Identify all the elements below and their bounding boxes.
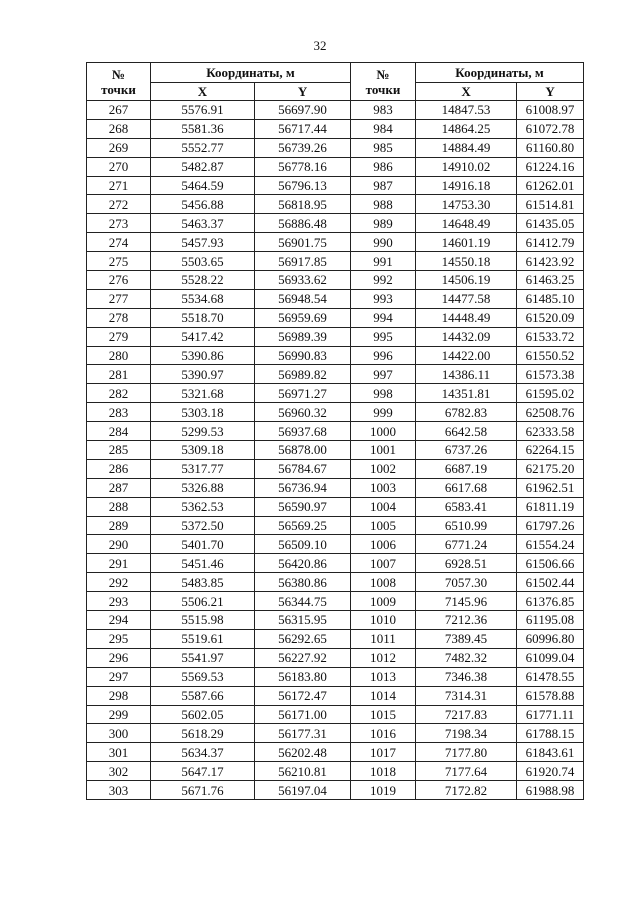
y-coordinate-cell: 56697.90 — [255, 101, 351, 120]
x-coordinate-cell: 14506.19 — [416, 271, 517, 290]
table-row — [87, 271, 584, 290]
point-number-cell: 1001 — [351, 441, 416, 460]
x-coordinate-cell: 5303.18 — [151, 403, 255, 422]
point-number-cell: 983 — [351, 101, 416, 120]
table-row — [87, 403, 584, 422]
x-coordinate-cell: 5482.87 — [151, 157, 255, 176]
y-coordinate-cell: 56796.13 — [255, 176, 351, 195]
point-number-cell: 1004 — [351, 497, 416, 516]
y-coordinate-cell: 56917.85 — [255, 252, 351, 271]
y-header-left: Y — [255, 83, 351, 101]
table-row — [87, 195, 584, 214]
point-number-cell: 275 — [87, 252, 151, 271]
coordinates-header-right: Координаты, м — [416, 63, 584, 83]
point-number-cell: 1016 — [351, 724, 416, 743]
point-number-cell: 294 — [87, 611, 151, 630]
y-coordinate-cell: 61008.97 — [517, 101, 584, 120]
y-coordinate-cell: 62175.20 — [517, 459, 584, 478]
y-coordinate-cell: 56315.95 — [255, 611, 351, 630]
y-coordinate-cell: 61160.80 — [517, 138, 584, 157]
x-coordinate-cell: 5541.97 — [151, 648, 255, 667]
point-number-label: точки — [101, 81, 136, 97]
point-number-cell: 277 — [87, 289, 151, 308]
point-number-cell: 992 — [351, 271, 416, 290]
x-coordinate-cell: 5464.59 — [151, 176, 255, 195]
point-number-cell: 988 — [351, 195, 416, 214]
point-number-cell: 1018 — [351, 762, 416, 781]
point-number-cell: 990 — [351, 233, 416, 252]
y-coordinate-cell: 61520.09 — [517, 308, 584, 327]
point-number-cell: 269 — [87, 138, 151, 157]
x-coordinate-cell: 14753.30 — [416, 195, 517, 214]
table-row — [87, 365, 584, 384]
point-number-cell: 287 — [87, 478, 151, 497]
point-number-cell: 273 — [87, 214, 151, 233]
point-number-cell: 1010 — [351, 611, 416, 630]
point-number-cell: 1017 — [351, 743, 416, 762]
point-number-cell: 1011 — [351, 629, 416, 648]
point-number-cell: 291 — [87, 554, 151, 573]
x-coordinate-cell: 5401.70 — [151, 535, 255, 554]
x-coordinate-cell: 6771.24 — [416, 535, 517, 554]
x-coordinate-cell: 5321.68 — [151, 384, 255, 403]
point-number-cell: 280 — [87, 346, 151, 365]
point-number-cell: 1000 — [351, 422, 416, 441]
point-number-symbol: № — [376, 66, 390, 82]
y-coordinate-cell: 61988.98 — [517, 781, 584, 800]
x-coordinate-cell: 6510.99 — [416, 516, 517, 535]
x-coordinate-cell: 14916.18 — [416, 176, 517, 195]
table-row — [87, 478, 584, 497]
x-coordinate-cell: 6782.83 — [416, 403, 517, 422]
x-coordinate-cell: 14884.49 — [416, 138, 517, 157]
y-coordinate-cell: 61478.55 — [517, 667, 584, 686]
point-number-cell: 292 — [87, 573, 151, 592]
x-coordinate-cell: 6928.51 — [416, 554, 517, 573]
x-coordinate-cell: 5552.77 — [151, 138, 255, 157]
y-coordinate-cell: 61099.04 — [517, 648, 584, 667]
point-number-header-right — [351, 63, 416, 101]
y-coordinate-cell: 56177.31 — [255, 724, 351, 743]
x-coordinate-cell: 7217.83 — [416, 705, 517, 724]
y-coordinate-cell: 61506.66 — [517, 554, 584, 573]
table-row — [87, 573, 584, 592]
point-number-cell: 268 — [87, 119, 151, 138]
x-coordinate-cell: 5456.88 — [151, 195, 255, 214]
point-number-cell: 1007 — [351, 554, 416, 573]
y-coordinate-cell: 61771.11 — [517, 705, 584, 724]
point-number-cell: 997 — [351, 365, 416, 384]
y-coordinate-cell: 56202.48 — [255, 743, 351, 762]
coordinates-table — [86, 62, 584, 800]
point-number-cell: 279 — [87, 327, 151, 346]
point-number-cell: 994 — [351, 308, 416, 327]
x-coordinate-cell: 6687.19 — [416, 459, 517, 478]
x-coordinate-cell: 5326.88 — [151, 478, 255, 497]
table-row — [87, 762, 584, 781]
x-coordinate-cell: 6583.41 — [416, 497, 517, 516]
y-coordinate-cell: 56960.32 — [255, 403, 351, 422]
x-coordinate-cell: 14477.58 — [416, 289, 517, 308]
x-coordinate-cell: 5534.68 — [151, 289, 255, 308]
table-row — [87, 233, 584, 252]
x-coordinate-cell: 5451.46 — [151, 554, 255, 573]
point-number-cell: 285 — [87, 441, 151, 460]
point-number-cell: 987 — [351, 176, 416, 195]
point-number-cell: 297 — [87, 667, 151, 686]
table-row — [87, 214, 584, 233]
point-number-cell: 302 — [87, 762, 151, 781]
point-number-cell: 303 — [87, 781, 151, 800]
table-row — [87, 346, 584, 365]
point-number-cell: 274 — [87, 233, 151, 252]
table-row — [87, 176, 584, 195]
table-row — [87, 592, 584, 611]
x-coordinate-cell: 7177.64 — [416, 762, 517, 781]
table-row — [87, 252, 584, 271]
point-number-cell: 993 — [351, 289, 416, 308]
table-row — [87, 441, 584, 460]
y-coordinate-cell: 56171.00 — [255, 705, 351, 724]
x-coordinate-cell: 14432.09 — [416, 327, 517, 346]
x-coordinate-cell: 5417.42 — [151, 327, 255, 346]
x-coordinate-cell: 5602.05 — [151, 705, 255, 724]
point-number-symbol: № — [111, 66, 126, 82]
point-number-cell: 270 — [87, 157, 151, 176]
table-header — [87, 63, 584, 101]
point-number-cell: 1013 — [351, 667, 416, 686]
y-coordinate-cell: 56344.75 — [255, 592, 351, 611]
table-body — [87, 101, 584, 800]
point-number-cell: 995 — [351, 327, 416, 346]
y-coordinate-cell: 56380.86 — [255, 573, 351, 592]
y-coordinate-cell: 61262.01 — [517, 176, 584, 195]
table-row — [87, 384, 584, 403]
y-coordinate-cell: 61502.44 — [517, 573, 584, 592]
point-number-cell: 300 — [87, 724, 151, 743]
point-number-cell: 984 — [351, 119, 416, 138]
x-coordinate-cell: 5587.66 — [151, 686, 255, 705]
point-number-cell: 276 — [87, 271, 151, 290]
x-coordinate-cell: 14648.49 — [416, 214, 517, 233]
table-row — [87, 516, 584, 535]
y-coordinate-cell: 56818.95 — [255, 195, 351, 214]
x-coordinate-cell: 5618.29 — [151, 724, 255, 743]
y-coordinate-cell: 56989.82 — [255, 365, 351, 384]
point-number-cell: 1009 — [351, 592, 416, 611]
x-coordinate-cell: 7482.32 — [416, 648, 517, 667]
x-coordinate-cell: 5519.61 — [151, 629, 255, 648]
point-number-cell: 282 — [87, 384, 151, 403]
x-coordinate-cell: 5503.65 — [151, 252, 255, 271]
y-coordinate-cell: 56569.25 — [255, 516, 351, 535]
x-coordinate-cell: 5576.91 — [151, 101, 255, 120]
table-row — [87, 497, 584, 516]
point-number-cell: 985 — [351, 138, 416, 157]
point-number-cell: 281 — [87, 365, 151, 384]
x-coordinate-cell: 5483.85 — [151, 573, 255, 592]
y-coordinate-cell: 56717.44 — [255, 119, 351, 138]
point-number-cell: 989 — [351, 214, 416, 233]
y-coordinate-cell: 56784.67 — [255, 459, 351, 478]
y-coordinate-cell: 56937.68 — [255, 422, 351, 441]
point-number-cell: 991 — [351, 252, 416, 271]
y-coordinate-cell: 61514.81 — [517, 195, 584, 214]
table-row — [87, 138, 584, 157]
table-row — [87, 554, 584, 573]
y-coordinate-cell: 56736.94 — [255, 478, 351, 497]
y-coordinate-cell: 61797.26 — [517, 516, 584, 535]
y-coordinate-cell: 56901.75 — [255, 233, 351, 252]
y-coordinate-cell: 56971.27 — [255, 384, 351, 403]
x-coordinate-cell: 5362.53 — [151, 497, 255, 516]
x-coordinate-cell: 14601.19 — [416, 233, 517, 252]
table-row — [87, 686, 584, 705]
x-coordinate-cell: 7198.34 — [416, 724, 517, 743]
y-coordinate-cell: 61811.19 — [517, 497, 584, 516]
x-coordinate-cell: 14910.02 — [416, 157, 517, 176]
y-coordinate-cell: 61412.79 — [517, 233, 584, 252]
y-coordinate-cell: 61843.61 — [517, 743, 584, 762]
y-coordinate-cell: 61573.38 — [517, 365, 584, 384]
point-number-cell: 272 — [87, 195, 151, 214]
y-coordinate-cell: 62333.58 — [517, 422, 584, 441]
y-coordinate-cell: 56590.97 — [255, 497, 351, 516]
x-coordinate-cell: 5457.93 — [151, 233, 255, 252]
y-coordinate-cell: 56420.86 — [255, 554, 351, 573]
x-coordinate-cell: 5515.98 — [151, 611, 255, 630]
x-header-right: X — [416, 83, 517, 101]
x-coordinate-cell: 5309.18 — [151, 441, 255, 460]
y-coordinate-cell: 56509.10 — [255, 535, 351, 554]
y-coordinate-cell: 61485.10 — [517, 289, 584, 308]
table-row — [87, 629, 584, 648]
point-number-cell: 1006 — [351, 535, 416, 554]
x-coordinate-cell: 5390.97 — [151, 365, 255, 384]
y-coordinate-cell: 61072.78 — [517, 119, 584, 138]
y-coordinate-cell: 56878.00 — [255, 441, 351, 460]
y-coordinate-cell: 61463.25 — [517, 271, 584, 290]
point-number-label: точки — [365, 81, 401, 97]
table-row — [87, 781, 584, 800]
x-header-left: X — [151, 83, 255, 101]
table-row — [87, 724, 584, 743]
table-row — [87, 289, 584, 308]
x-coordinate-cell: 14448.49 — [416, 308, 517, 327]
x-coordinate-cell: 5518.70 — [151, 308, 255, 327]
point-number-cell: 271 — [87, 176, 151, 195]
table-row — [87, 422, 584, 441]
y-coordinate-cell: 56948.54 — [255, 289, 351, 308]
y-coordinate-cell: 60996.80 — [517, 629, 584, 648]
table-row — [87, 101, 584, 120]
y-coordinate-cell: 56183.80 — [255, 667, 351, 686]
x-coordinate-cell: 5671.76 — [151, 781, 255, 800]
x-coordinate-cell: 5528.22 — [151, 271, 255, 290]
x-coordinate-cell: 7346.38 — [416, 667, 517, 686]
table-row — [87, 705, 584, 724]
point-number-cell: 289 — [87, 516, 151, 535]
y-coordinate-cell: 56292.65 — [255, 629, 351, 648]
y-coordinate-cell: 62264.15 — [517, 441, 584, 460]
x-coordinate-cell: 5581.36 — [151, 119, 255, 138]
table-row — [87, 327, 584, 346]
point-number-cell: 301 — [87, 743, 151, 762]
point-number-cell: 1019 — [351, 781, 416, 800]
y-coordinate-cell: 61962.51 — [517, 478, 584, 497]
y-coordinate-cell: 56197.04 — [255, 781, 351, 800]
table-row — [87, 119, 584, 138]
y-coordinate-cell: 62508.76 — [517, 403, 584, 422]
point-number-cell: 1008 — [351, 573, 416, 592]
point-number-cell: 267 — [87, 101, 151, 120]
point-number-cell: 1015 — [351, 705, 416, 724]
point-number-cell: 999 — [351, 403, 416, 422]
table-row — [87, 743, 584, 762]
x-coordinate-cell: 14386.11 — [416, 365, 517, 384]
page-number: 32 — [313, 38, 327, 53]
y-coordinate-cell: 61920.74 — [517, 762, 584, 781]
point-number-cell: 299 — [87, 705, 151, 724]
point-number-cell: 278 — [87, 308, 151, 327]
point-number-cell: 288 — [87, 497, 151, 516]
point-number-cell: 998 — [351, 384, 416, 403]
x-coordinate-cell: 6617.68 — [416, 478, 517, 497]
point-number-cell: 293 — [87, 592, 151, 611]
y-coordinate-cell: 56739.26 — [255, 138, 351, 157]
point-number-cell: 298 — [87, 686, 151, 705]
y-coordinate-cell: 61423.92 — [517, 252, 584, 271]
x-coordinate-cell: 5390.86 — [151, 346, 255, 365]
x-coordinate-cell: 5634.37 — [151, 743, 255, 762]
x-coordinate-cell: 5463.37 — [151, 214, 255, 233]
x-coordinate-cell: 5506.21 — [151, 592, 255, 611]
x-coordinate-cell: 7177.80 — [416, 743, 517, 762]
y-coordinate-cell: 56210.81 — [255, 762, 351, 781]
x-coordinate-cell: 14847.53 — [416, 101, 517, 120]
y-coordinate-cell: 61595.02 — [517, 384, 584, 403]
y-coordinate-cell: 56886.48 — [255, 214, 351, 233]
point-number-cell: 296 — [87, 648, 151, 667]
point-number-cell: 283 — [87, 403, 151, 422]
y-coordinate-cell: 56990.83 — [255, 346, 351, 365]
y-coordinate-cell: 61578.88 — [517, 686, 584, 705]
table-row — [87, 535, 584, 554]
y-coordinate-cell: 61533.72 — [517, 327, 584, 346]
x-coordinate-cell: 6737.26 — [416, 441, 517, 460]
y-coordinate-cell: 56989.39 — [255, 327, 351, 346]
y-coordinate-cell: 61376.85 — [517, 592, 584, 611]
x-coordinate-cell: 5299.53 — [151, 422, 255, 441]
x-coordinate-cell: 5647.17 — [151, 762, 255, 781]
point-number-cell: 284 — [87, 422, 151, 441]
point-number-cell: 1005 — [351, 516, 416, 535]
y-coordinate-cell: 56172.47 — [255, 686, 351, 705]
y-coordinate-cell: 61550.52 — [517, 346, 584, 365]
x-coordinate-cell: 7314.31 — [416, 686, 517, 705]
y-coordinate-cell: 61554.24 — [517, 535, 584, 554]
y-coordinate-cell: 56933.62 — [255, 271, 351, 290]
x-coordinate-cell: 5317.77 — [151, 459, 255, 478]
y-coordinate-cell: 56778.16 — [255, 157, 351, 176]
point-number-header-left — [87, 63, 151, 101]
y-header-right: Y — [517, 83, 584, 101]
y-coordinate-cell: 61195.08 — [517, 611, 584, 630]
coordinates-header-left: Координаты, м — [151, 63, 351, 83]
x-coordinate-cell: 7172.82 — [416, 781, 517, 800]
y-coordinate-cell: 61788.15 — [517, 724, 584, 743]
x-coordinate-cell: 7389.45 — [416, 629, 517, 648]
point-number-cell: 1014 — [351, 686, 416, 705]
x-coordinate-cell: 7145.96 — [416, 592, 517, 611]
table-row — [87, 308, 584, 327]
point-number-cell: 986 — [351, 157, 416, 176]
point-number-cell: 1002 — [351, 459, 416, 478]
table-row — [87, 459, 584, 478]
y-coordinate-cell: 61435.05 — [517, 214, 584, 233]
x-coordinate-cell: 6642.58 — [416, 422, 517, 441]
x-coordinate-cell: 14550.18 — [416, 252, 517, 271]
y-coordinate-cell: 56959.69 — [255, 308, 351, 327]
x-coordinate-cell: 5569.53 — [151, 667, 255, 686]
y-coordinate-cell: 61224.16 — [517, 157, 584, 176]
point-number-cell: 290 — [87, 535, 151, 554]
point-number-cell: 1012 — [351, 648, 416, 667]
table-row — [87, 611, 584, 630]
point-number-cell: 996 — [351, 346, 416, 365]
x-coordinate-cell: 14864.25 — [416, 119, 517, 138]
x-coordinate-cell: 5372.50 — [151, 516, 255, 535]
table-row — [87, 667, 584, 686]
point-number-cell: 295 — [87, 629, 151, 648]
x-coordinate-cell: 7057.30 — [416, 573, 517, 592]
x-coordinate-cell: 7212.36 — [416, 611, 517, 630]
x-coordinate-cell: 14422.00 — [416, 346, 517, 365]
y-coordinate-cell: 56227.92 — [255, 648, 351, 667]
x-coordinate-cell: 14351.81 — [416, 384, 517, 403]
table-row — [87, 157, 584, 176]
point-number-cell: 286 — [87, 459, 151, 478]
point-number-cell: 1003 — [351, 478, 416, 497]
table-row — [87, 648, 584, 667]
